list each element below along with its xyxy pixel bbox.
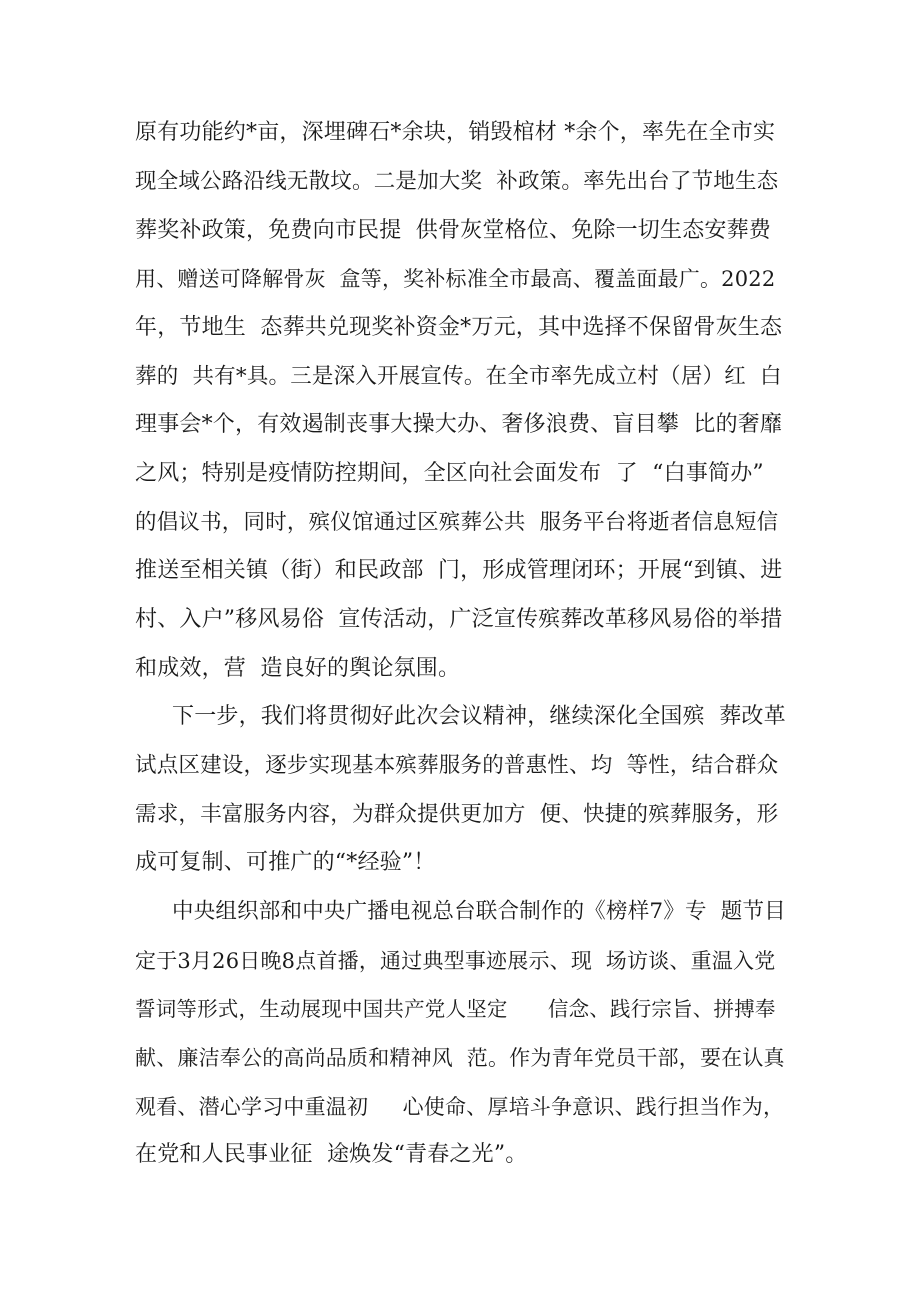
text-line: 成可复制、可推广的“*经验”！	[135, 850, 436, 875]
text-line: 村、入户”移风易俗 宣传活动，广泛宣传殡葬改革移风易俗的举措	[135, 607, 783, 632]
text-line: 葬奖补政策，免费向市民提 供骨灰堂格位、免除一切生态安葬费	[135, 218, 771, 243]
text-line: 定于3月26日晚8点首播，通过典型事迹展示、现 场访谈、重温入党	[135, 949, 776, 973]
text-line: 和成效，营 造良好的舆论氛围。	[135, 656, 461, 681]
text-line: 葬的 共有*具。三是深入开展宣传。在全市率先成立村（居）红 白	[135, 364, 782, 389]
text-line: 在党和人民事业征 途焕发“青春之光”。	[135, 1142, 528, 1167]
text-line: 献、廉洁奉公的高尚品质和精神风 范。作为青年党员干部，要在认真	[135, 1046, 785, 1070]
text-line: 试点区建设，逐步实现基本殡葬服务的普惠性、均 等性，结合群众	[135, 753, 779, 778]
text-line: 推送至相关镇（街）和民政部 门，形成管理闭环；开展“到镇、进	[135, 558, 783, 583]
text-line: 年，节地生 态葬共兑现奖补资金*万元，其中选择不保留骨灰生态	[135, 315, 783, 340]
text-line: 现全域公路沿线无散坟。二是加大奖 补政策。率先出台了节地生态	[135, 169, 779, 194]
text-line: 誓词等形式，生动展现中国共产党人坚定 信念、践行宗旨、拼搏奉	[135, 997, 776, 1021]
text-line: 理事会*个，有效遏制丧事大操大办、奢侈浪费、盲目攀 比的奢靡	[135, 412, 783, 437]
text-line: 下一步，我们将贯彻好此次会议精神，继续深化全国殡 葬改革	[172, 704, 786, 729]
text-line: 观看、潜心学习中重温初 心使命、厚培斗争意识、践行担当作为，	[135, 1095, 785, 1119]
text-line: 用、赠送可降解骨灰 盒等，奖补标准全市最高、覆盖面最广。2022	[135, 267, 776, 291]
text-line: 中央组织部和中央广播电视总台联合制作的《榜样7》专 题节目	[172, 899, 786, 924]
text-line: 需求，丰富服务内容，为群众提供更加方 便、快捷的殡葬服务，形	[135, 802, 779, 827]
text-line: 原有功能约*亩，深埋碑石*余块，销毁棺材 *余个，率先在全市实	[135, 120, 776, 145]
text-line: 的倡议书，同时，殡仪馆通过区殡葬公共 服务平台将逝者信息短信	[135, 510, 779, 535]
text-line: 之风；特别是疫情防控期间，全区向社会面发布 了 “白事简办”	[135, 461, 764, 486]
